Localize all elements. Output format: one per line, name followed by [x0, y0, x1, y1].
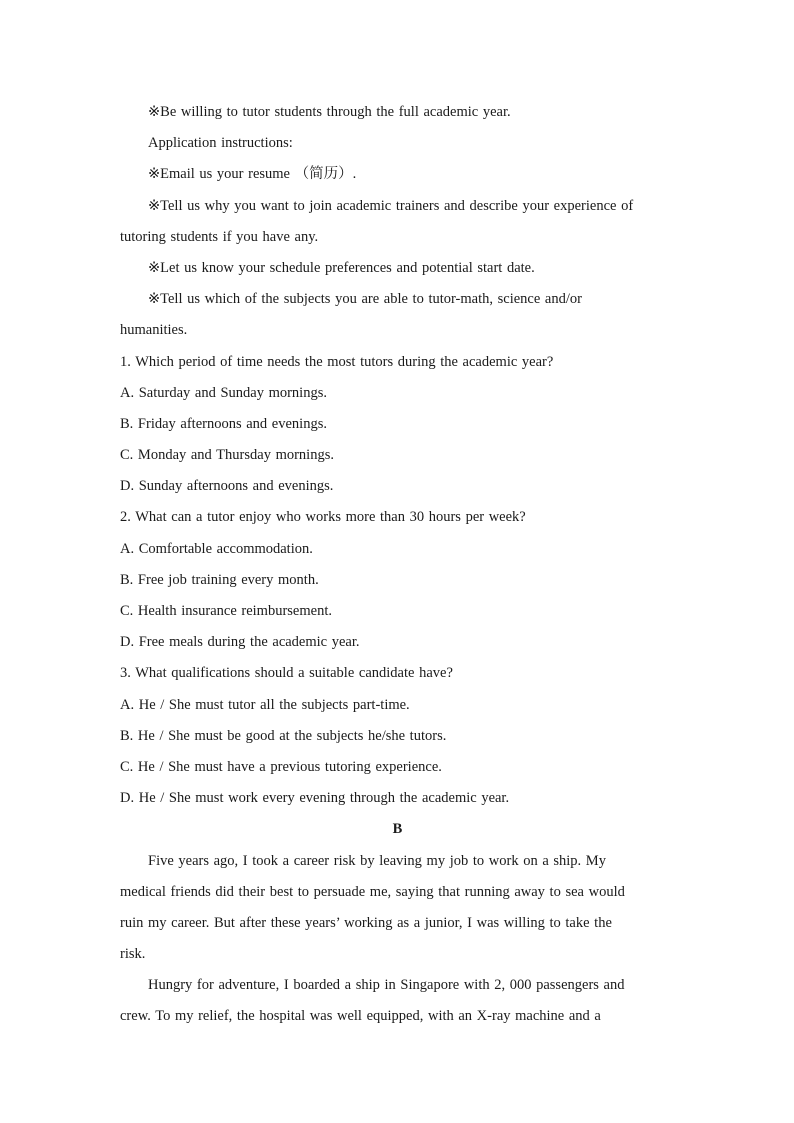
section-heading: B — [392, 821, 403, 838]
text-line: ※Email us your resume （简历）. — [148, 166, 357, 183]
passage-line: crew. To my relief, the hospital was well equipped, with an X-ray machine and a — [120, 1008, 601, 1025]
passage-line: Hungry for adventure, I boarded a ship in Singapore with 2, 000 passengers and — [148, 977, 625, 994]
text-line: Application instructions: — [148, 135, 293, 152]
option-2c: C. Health insurance reimbursement. — [120, 603, 332, 619]
question-3: 3. What qualifications should a suitable candidate have? — [120, 665, 453, 682]
option-3b: B. He / She must be good at the subjects he/she tutors. — [120, 727, 447, 744]
passage-line: ruin my career. But after these years’ working as a junior, I was willing to take the — [120, 914, 612, 931]
option-1a: A. Saturday and Sunday mornings. — [120, 384, 327, 401]
text-line: ※Let us know your schedule preferences and potential start date. — [148, 259, 535, 276]
document-page — [120, 97, 675, 1033]
option-2b: B. Free job training every month. — [120, 571, 319, 588]
option-3d: D. He / She must work every evening through the academic year. — [120, 790, 510, 807]
text-line: tutoring students if you have any. — [120, 228, 319, 245]
text-line: ※Tell us why you want to join academic trainers and describe your experience of — [148, 197, 634, 214]
passage-line: risk. — [120, 946, 146, 963]
passage-line: Five years ago, I took a career risk by leaving my job to work on a ship. My — [148, 852, 606, 869]
text-line: ※Be willing to tutor students through the full academic year. — [148, 104, 511, 120]
question-2: 2. What can a tutor enjoy who works more than 30 hours per week? — [120, 509, 526, 526]
option-2d: D. Free meals during the academic year. — [120, 634, 360, 651]
text-line: ※Tell us which of the subjects you are able to tutor-math, science and/or — [148, 291, 582, 308]
option-3c: C. He / She must have a previous tutoring experience. — [120, 758, 442, 775]
option-1b: B. Friday afternoons and evenings. — [120, 415, 327, 432]
passage-line: medical friends did their best to persuade me, saying that running away to sea would — [120, 883, 625, 900]
option-3a: A. He / She must tutor all the subjects part-time. — [120, 696, 410, 713]
option-2a: A. Comfortable accommodation. — [120, 540, 313, 557]
option-1d: D. Sunday afternoons and evenings. — [120, 478, 334, 495]
question-1: 1. Which period of time needs the most tutors during the academic year? — [120, 353, 554, 370]
text-line: humanities. — [120, 322, 188, 339]
option-1c: C. Monday and Thursday mornings. — [120, 447, 334, 464]
